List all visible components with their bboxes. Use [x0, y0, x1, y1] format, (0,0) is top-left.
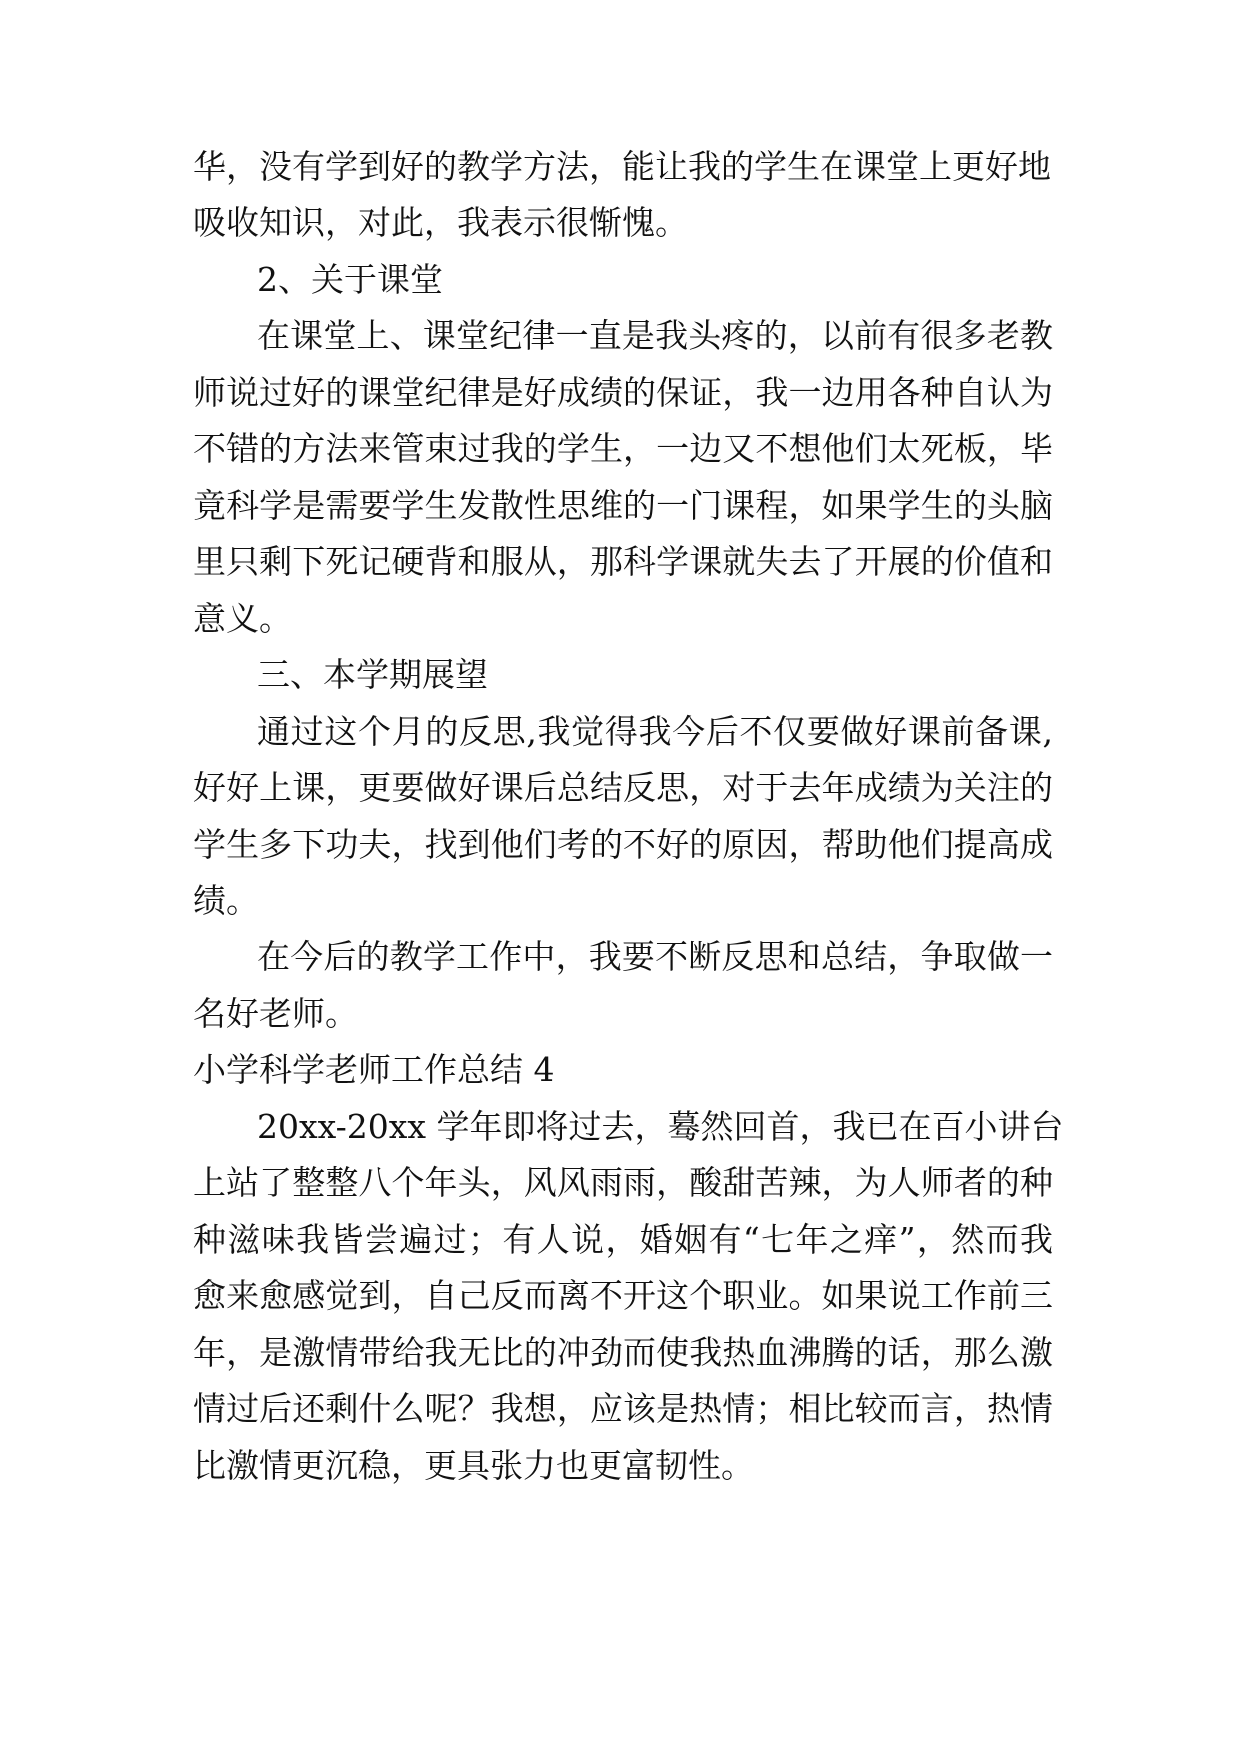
text-line: 好好上课，更要做好课后总结反思，对于去年成绩为关注的 — [193, 768, 1053, 807]
text-line: 情过后还剩什么呢？我想，应该是热情；相比较而言，热情 — [193, 1389, 1053, 1428]
text-line: 年，是激情带给我无比的冲劲而使我热血沸腾的话，那么激 — [193, 1333, 1053, 1372]
text-line: 学生多下功夫，找到他们考的不好的原因，帮助他们提高成 — [193, 825, 1053, 864]
text-line: 意义。 — [193, 599, 292, 638]
text-line: 愈来愈感觉到，自己反而离不开这个职业。如果说工作前三 — [193, 1276, 1053, 1315]
section-heading: 2、关于课堂 — [257, 260, 443, 299]
text-line: 比激情更沉稳，更具张力也更富韧性。 — [193, 1446, 754, 1485]
text-line: 上站了整整八个年头，风风雨雨，酸甜苦辣，为人师者的种 — [193, 1163, 1053, 1202]
text-line: 20xx-20xx 学年即将过去，蓦然回首，我已在百小讲台 — [257, 1107, 1064, 1146]
text-line: 不错的方法来管束过我的学生，一边又不想他们太死板，毕 — [193, 429, 1053, 468]
text-line: 华，没有学到好的教学方法，能让我的学生在课堂上更好地 — [193, 147, 1051, 186]
text-line: 在今后的教学工作中，我要不断反思和总结，争取做一 — [257, 937, 1053, 976]
text-line: 竟科学是需要学生发散性思维的一门课程，如果学生的头脑 — [193, 486, 1053, 525]
document-title: 小学科学老师工作总结 4 — [193, 1050, 555, 1089]
text-line: 名好老师。 — [193, 994, 358, 1033]
text-line: 通过这个月的反思,我觉得我今后不仅要做好课前备课, — [257, 712, 1053, 751]
text-line: 种滋味我皆尝遍过；有人说，婚姻有“七年之痒”，然而我 — [193, 1220, 1053, 1259]
text-line: 里只剩下死记硬背和服从，那科学课就失去了开展的价值和 — [193, 542, 1053, 581]
text-line: 在课堂上、课堂纪律一直是我头疼的，以前有很多老教 — [257, 316, 1053, 355]
text-line: 绩。 — [193, 881, 259, 920]
text-line: 吸收知识，对此，我表示很惭愧。 — [193, 203, 688, 242]
text-line: 师说过好的课堂纪律是好成绩的保证，我一边用各种自认为 — [193, 373, 1053, 412]
section-heading: 三、本学期展望 — [257, 655, 488, 694]
